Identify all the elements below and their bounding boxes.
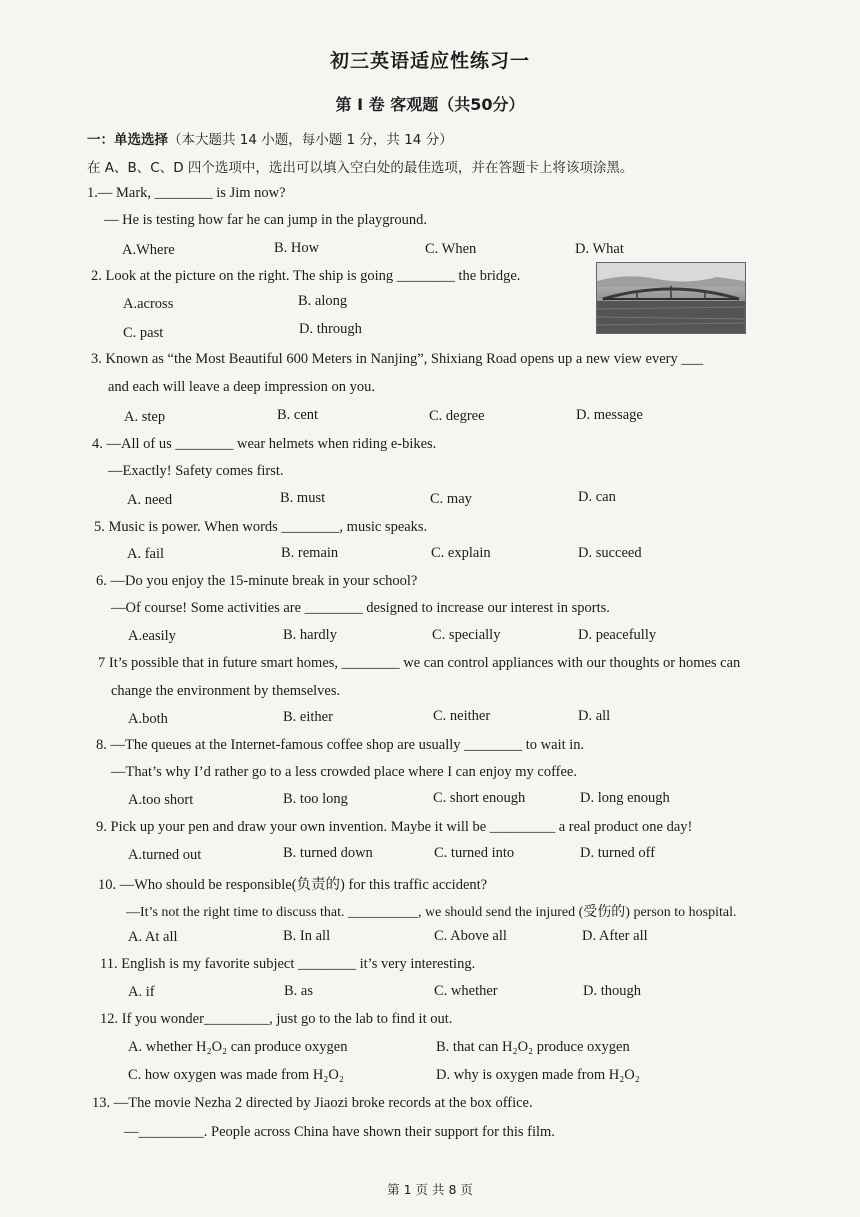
question-4-option-c[interactable]: C. may [430,491,472,507]
question-1-option-c[interactable]: C. When [425,241,477,257]
page-title: 初三英语适应性练习一 [329,50,530,72]
question-10-option-a[interactable]: A. At all [128,929,178,945]
question-2-option-a[interactable]: A.across [123,296,174,312]
question-7-option-a[interactable]: A.both [128,711,168,727]
question-12-option-a[interactable]: A. whether H₂O₂ can produce oxygen [128,1039,348,1055]
question-9-line-1: 9. Pick up your pen and draw your own invention. Maybe it will be _________ a real product one day! [96,819,693,835]
question-7-option-b[interactable]: B. either [283,709,333,725]
question-5-option-d[interactable]: D. succeed [578,545,642,561]
question-6-line-1: 6. —Do you enjoy the 15-minute break in your school? [96,573,418,589]
question-12-option-c[interactable]: C. how oxygen was made from H₂O₂ [128,1067,344,1083]
question-4-line-2: —Exactly! Safety comes first. [108,463,284,479]
question-8-option-c[interactable]: C. short enough [433,790,526,806]
question-3-line-2: and each will leave a deep impression on you. [108,379,375,395]
question-12-option-d[interactable]: D. why is oxygen made from H₂O₂ [436,1067,640,1083]
question-4-option-a[interactable]: A. need [127,492,173,508]
bridge-picture-svg [597,263,745,333]
question-9-option-d[interactable]: D. turned off [580,845,656,861]
question-3-option-a[interactable]: A. step [124,409,166,425]
question-8-option-b[interactable]: B. too long [283,791,348,807]
question-2-option-c[interactable]: C. past [123,325,164,341]
question-4-line-1: 4. —All of us ________ wear helmets when riding e-bikes. [92,436,437,452]
section-heading-bold: 一：单选选择 [87,132,168,148]
question-7-option-c[interactable]: C. neither [433,708,491,724]
question-6-option-c[interactable]: C. specially [432,627,501,643]
section-heading-rest: （本大题共 14 小题，每小题 1 分，共 14 分） [168,132,453,148]
question-8-line-2: —That’s why I’d rather go to a less crowded place where I can enjoy my coffee. [111,764,577,780]
question-2-option-d[interactable]: D. through [299,321,362,337]
question-4-option-d[interactable]: D. can [578,489,616,505]
question-9-option-b[interactable]: B. turned down [283,845,373,861]
question-11-option-c[interactable]: C. whether [434,983,498,999]
question-6-option-b[interactable]: B. hardly [283,627,337,643]
question-7-option-d[interactable]: D. all [578,708,611,724]
question-1-option-a[interactable]: A.Where [122,242,175,258]
question-11-option-d[interactable]: D. though [583,983,641,999]
question-9-option-c[interactable]: C. turned into [434,845,515,861]
section-heading [87,128,453,148]
question-12-option-b[interactable]: B. that can H₂O₂ produce oxygen [436,1039,630,1055]
bridge-photo-icon [596,262,746,334]
question-7-line-1: 7 It’s possible that in future smart homes, ________ we can control appliances with our thoughts or homes can [98,655,741,671]
question-5-option-b[interactable]: B. remain [281,545,339,561]
question-1-line-1: 1.— Mark, ________ is Jim now? [87,185,286,201]
question-12-line-1: 12. If you wonder_________, just go to the lab to find it out. [100,1011,453,1027]
question-2-line-1: 2. Look at the picture on the right. The ship is going ________ the bridge. [91,268,521,284]
question-5-option-c[interactable]: C. explain [431,545,491,561]
question-5-line-1: 5. Music is power. When words ________, music speaks. [94,519,428,535]
question-13-line-2: —_________. People across China have shown their support for this film. [124,1124,555,1140]
question-1-option-b[interactable]: B. How [274,240,320,256]
question-3-option-b[interactable]: B. cent [277,407,319,423]
question-1-line-2: — He is testing how far he can jump in the playground. [104,212,427,228]
question-6-line-2: —Of course! Some activities are ________ designed to increase our interest in sports. [111,600,610,616]
question-10-line-1: 10. —Who should be responsible(负责的) for this traffic accident? [98,877,488,893]
question-8-option-d[interactable]: D. long enough [580,790,670,806]
question-2-option-b[interactable]: B. along [298,293,348,309]
question-7-line-2: change the environment by themselves. [111,683,341,699]
question-4-option-b[interactable]: B. must [280,490,326,506]
question-9-option-a[interactable]: A.turned out [128,847,202,863]
page-subtitle: 第 I 卷 客观题（共50分） [335,95,525,114]
question-11-line-1: 11. English is my favorite subject ________ it’s very interesting. [100,956,476,972]
question-8-option-a[interactable]: A.too short [128,792,194,808]
section-instruction: 在 A、B、C、D 四个选项中，选出可以填入空白处的最佳选项，并在答题卡上将该项涂黑。 [87,160,634,176]
question-5-option-a[interactable]: A. fail [127,546,165,562]
question-1-option-d[interactable]: D. What [575,241,624,257]
question-3-line-1: 3. Known as “the Most Beautiful 600 Meters in Nanjing”, Shixiang Road opens up a new view every ___ [91,351,704,367]
question-10-line-2: —It’s not the right time to discuss that. __________, we should send the injured (受伤的) person to hospital. [126,905,737,920]
question-10-option-b[interactable]: B. In all [283,928,331,944]
page-footer: 第 1 页 共 8 页 [387,1182,473,1197]
question-8-line-1: 8. —The queues at the Internet-famous coffee shop are usually ________ to wait in. [96,737,585,753]
question-3-option-d[interactable]: D. message [576,407,643,423]
question-13-line-1: 13. —The movie Nezha 2 directed by Jiaozi broke records at the box office. [92,1095,533,1111]
question-10-option-d[interactable]: D. After all [582,928,648,944]
question-11-option-b[interactable]: B. as [284,983,313,999]
question-3-option-c[interactable]: C. degree [429,408,485,424]
question-6-option-d[interactable]: D. peacefully [578,627,657,643]
question-11-option-a[interactable]: A. if [128,984,155,1000]
question-6-option-a[interactable]: A.easily [128,628,176,644]
question-10-option-c[interactable]: C. Above all [434,928,507,944]
